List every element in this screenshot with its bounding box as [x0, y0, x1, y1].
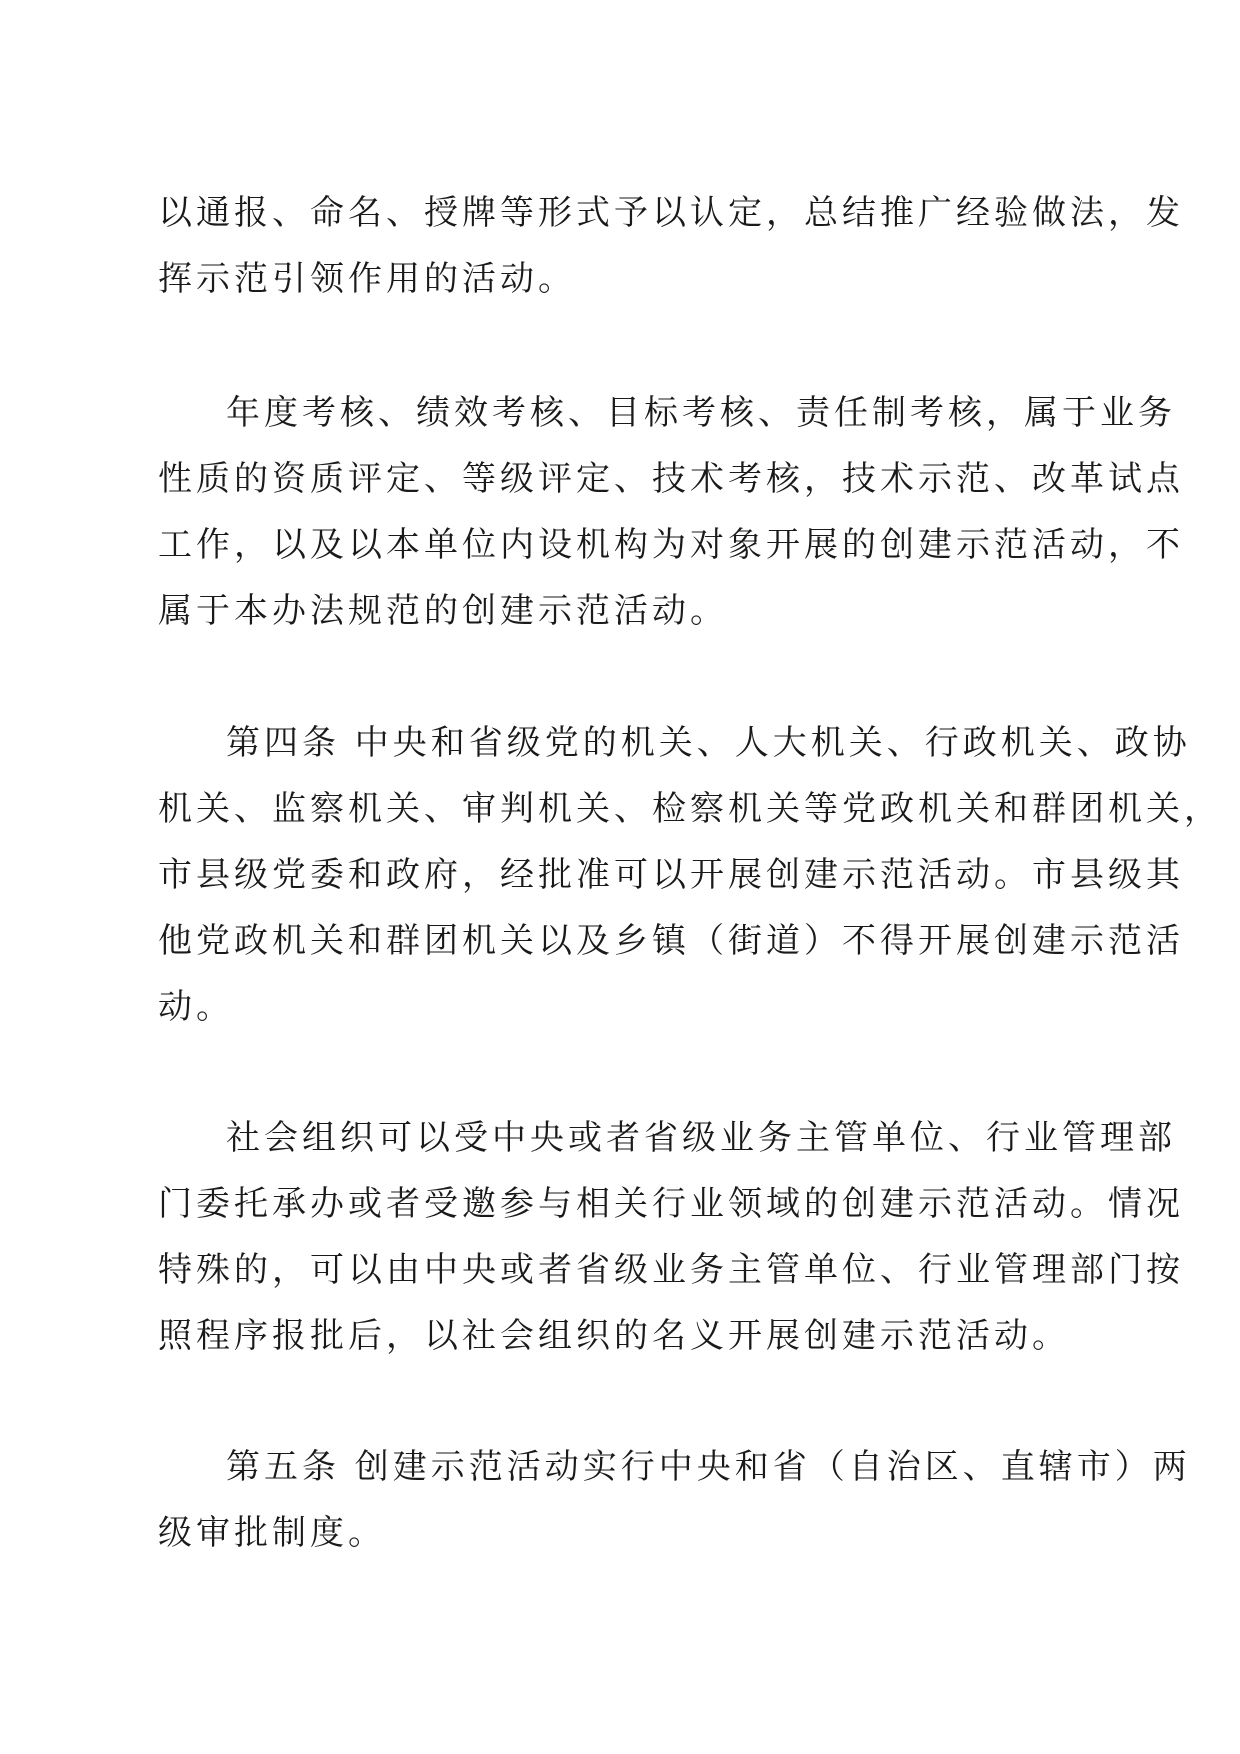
paragraph-line: 年度考核、绩效考核、目标考核、责任制考核，属于业务	[226, 393, 1176, 433]
paragraph-line: 第五条 创建示范活动实行中央和省（自治区、直辖市）两	[226, 1447, 1191, 1487]
paragraph-line: 门委托承办或者受邀参与相关行业领域的创建示范活动。情况	[158, 1184, 1184, 1224]
paragraph-line: 特殊的，可以由中央或者省级业务主管单位、行业管理部门按	[158, 1250, 1184, 1290]
paragraph-line: 动。	[158, 987, 234, 1027]
paragraph-line: 挥示范引领作用的活动。	[158, 259, 576, 299]
paragraph-social-organizations	[158, 1105, 1184, 1369]
paragraph-article-4	[158, 710, 1222, 1040]
paragraph-line: 机关、监察机关、审判机关、检察机关等党政机关和群团机关，	[158, 789, 1222, 829]
paragraph-line: 属于本办法规范的创建示范活动。	[158, 591, 728, 631]
paragraph-line: 市县级党委和政府，经批准可以开展创建示范活动。市县级其	[158, 855, 1184, 895]
paragraph-line: 性质的资质评定、等级评定、技术考核，技术示范、改革试点	[158, 459, 1184, 499]
paragraph-line: 以通报、命名、授牌等形式予以认定，总结推广经验做法，发	[158, 193, 1184, 233]
paragraph-line: 社会组织可以受中央或者省级业务主管单位、行业管理部	[226, 1118, 1176, 1158]
paragraph-line: 工作，以及以本单位内设机构为对象开展的创建示范活动，不	[158, 525, 1184, 565]
paragraph-line: 照程序报批后，以社会组织的名义开展创建示范活动。	[158, 1316, 1070, 1356]
paragraph-1	[158, 180, 1184, 312]
paragraph-article-5	[158, 1434, 1191, 1566]
paragraph-line: 级审批制度。	[158, 1513, 386, 1553]
paragraph-line: 他党政机关和群团机关以及乡镇（街道）不得开展创建示范活	[158, 921, 1184, 961]
paragraph-line: 第四条 中央和省级党的机关、人大机关、行政机关、政协	[226, 723, 1191, 763]
paragraph-2	[158, 380, 1184, 644]
